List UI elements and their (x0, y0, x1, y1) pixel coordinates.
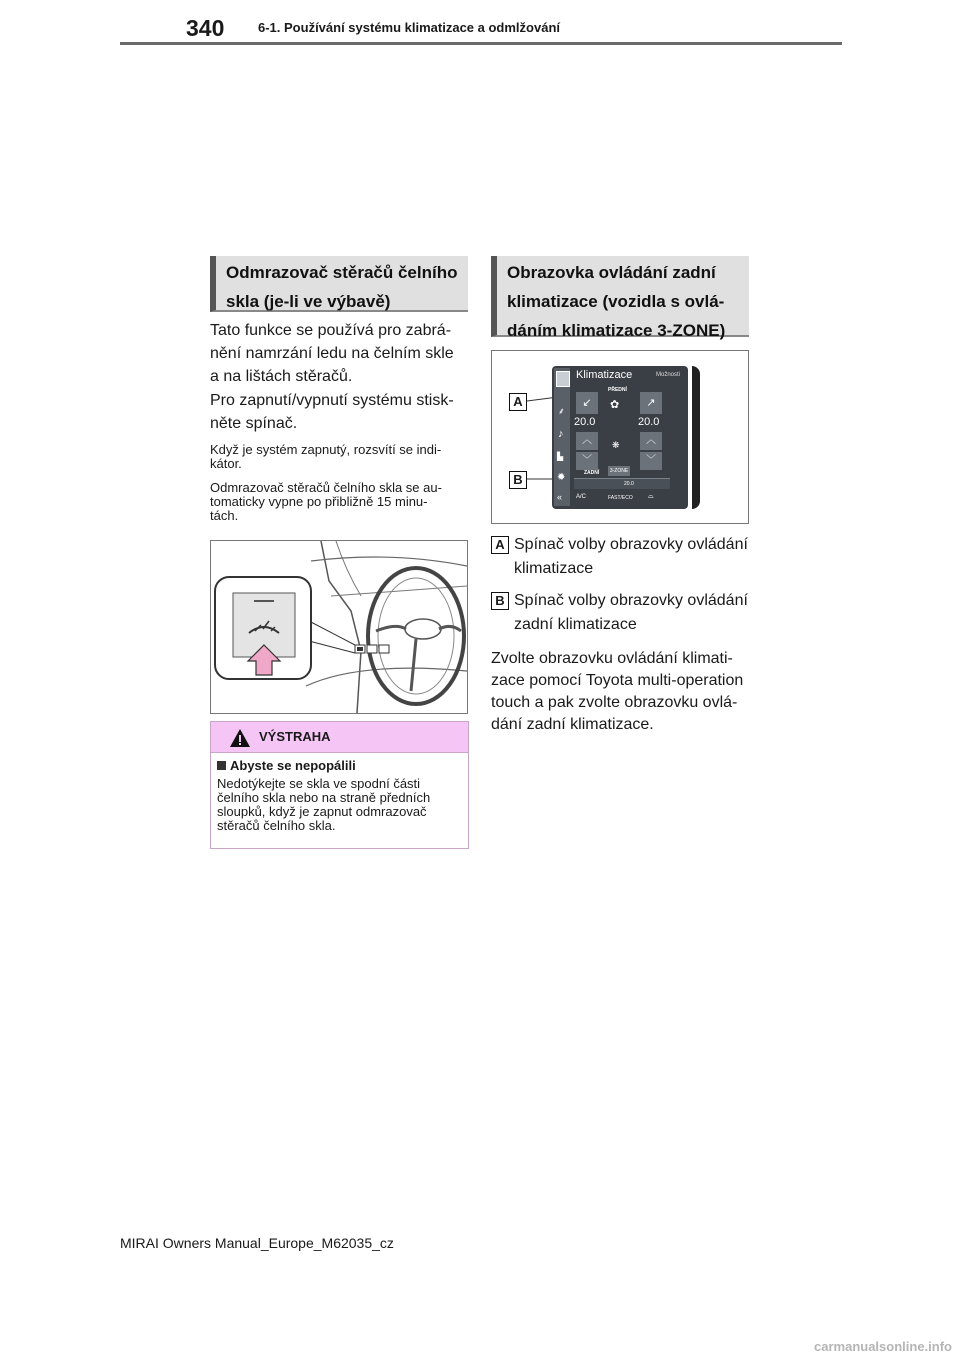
warning-body (211, 753, 468, 841)
heading-line: skla (je-li ve výbavě) (226, 292, 391, 311)
callout-b-description (491, 589, 753, 637)
rear-climate-icon[interactable]: ✹ (557, 472, 566, 483)
text-line: klimatizace (514, 560, 594, 577)
warning-header (211, 722, 468, 753)
ac-button[interactable]: A/C (576, 494, 587, 500)
climate-screen-icon[interactable] (556, 371, 570, 387)
callout-label-b: B (509, 471, 527, 489)
footer-manual-id: MIRAI Owners Manual_Europe_M62035_cz (120, 1235, 394, 1251)
callout-label-a-text: A (491, 536, 509, 554)
left-airflow-button[interactable]: ↙ (576, 392, 598, 414)
music-icon[interactable]: ♪ (558, 428, 564, 440)
warning-triangle-icon (229, 728, 251, 748)
text-line: Zvolte obrazovku ovládání klimati- (491, 650, 733, 667)
text-line: stěračů čelního skla. (217, 818, 336, 833)
text-line: Spínač volby obrazovky ovládání (514, 592, 748, 609)
screen-sidebar (554, 368, 570, 506)
dashboard-illustration (210, 540, 468, 714)
callout-label-a: A (509, 393, 527, 411)
text-line: dání zadní klimatizace. (491, 716, 654, 733)
screen-bezel (692, 366, 700, 509)
climate-display (552, 366, 688, 509)
heading-line: klimatizace (vozidla s ovlá- (507, 292, 725, 311)
right-airflow-button[interactable]: ↗ (640, 392, 662, 414)
header-rule (120, 42, 842, 45)
paragraph-select-screen (491, 648, 753, 736)
callout-b-text (514, 589, 754, 637)
right-temperature: 20.0 (638, 416, 660, 428)
text-line: kátor. (210, 456, 242, 471)
warning-subheading-text: Abyste se nepopálili (230, 758, 356, 773)
text-line: Pro zapnutí/vypnutí systému stisk- (210, 392, 454, 409)
left-temperature: 20.0 (574, 416, 596, 428)
options-button[interactable]: Možnosti (656, 372, 681, 378)
rear-label: ZADNÍ (584, 470, 600, 476)
text-line: Tato funkce se používá pro zabrá- (210, 322, 452, 339)
heading-line: Obrazovka ovládání zadní (507, 263, 716, 282)
note-auto-off (210, 481, 472, 523)
climate-screen-illustration (491, 350, 749, 524)
paragraph-purpose (210, 319, 472, 388)
section-heading-wiper-deicer (210, 256, 468, 312)
fast-eco-button[interactable]: FAST/ECO (608, 495, 633, 501)
right-temp-up-button[interactable]: ︿ (640, 432, 662, 450)
text-line: Když je systém zapnutý, rozsvítí se indi- (210, 442, 442, 457)
callout-a-text (514, 533, 754, 581)
front-label: PŘEDNÍ (608, 387, 627, 393)
text-line: sloupků, když je zapnut odmrazovač (217, 804, 427, 819)
rear-temperature-bar[interactable] (574, 478, 670, 489)
chapter-title: 6-1. Používání systému klimatizace a odmlžování (258, 20, 560, 35)
seat-icon[interactable]: ⸙ (558, 406, 565, 416)
chart-icon[interactable]: ▙ (557, 452, 564, 461)
watermark: carmanualsonline.info (814, 1339, 952, 1354)
heading-line: Odmrazovač stěračů čelního (226, 263, 458, 282)
callout-a-description (491, 533, 753, 581)
callout-label-b-text: B (491, 592, 509, 610)
text-line: zace pomocí Toyota multi-operation (491, 672, 744, 689)
text-line: touch a pak zvolte obrazovku ovlá- (491, 694, 738, 711)
dashboard-drawing (211, 541, 467, 713)
text-line: Spínač volby obrazovky ovládání (514, 536, 748, 553)
text-line: Odmrazovač stěračů čelního skla se au- (210, 480, 442, 495)
square-bullet-icon (217, 761, 226, 770)
fan-icon[interactable]: ✿ (610, 399, 620, 411)
page-number: 340 (186, 15, 225, 41)
warning-subheading (217, 759, 460, 773)
text-line: něte spínač. (210, 415, 298, 432)
warning-title: VÝSTRAHA (259, 729, 331, 744)
text-line: nění namrzání ledu na čelním skle (210, 345, 454, 362)
rear-temperature: 20.0 (624, 481, 634, 487)
screen-title: Klimatizace (576, 369, 633, 381)
text-line: Nedotýkejte se skla ve spodní části (217, 776, 421, 791)
back-icon[interactable]: « (557, 492, 563, 502)
left-temp-down-button[interactable]: ﹀ (576, 452, 598, 470)
section-heading-rear-climate (491, 256, 749, 340)
recirculation-icon[interactable]: ⌓ (648, 493, 654, 500)
zone-button[interactable]: 3-ZONE (609, 468, 629, 474)
left-temp-up-button[interactable]: ︿ (576, 432, 598, 450)
text-line: tách. (210, 508, 239, 523)
warning-box (210, 721, 469, 849)
text-line: tomaticky vypne po přibližně 15 minu- (210, 494, 428, 509)
note-indicator (210, 443, 472, 471)
heading-line: dáním klimatizace 3-ZONE) (507, 321, 726, 340)
right-temp-down-button[interactable]: ﹀ (640, 452, 662, 470)
text-line: čelního skla nebo na straně předních (217, 790, 431, 805)
paragraph-switch (210, 389, 472, 435)
fan-small-icon[interactable]: ❋ (612, 440, 620, 450)
text-line: a na lištách stěračů. (210, 368, 353, 385)
text-line: zadní klimatizace (514, 616, 637, 633)
